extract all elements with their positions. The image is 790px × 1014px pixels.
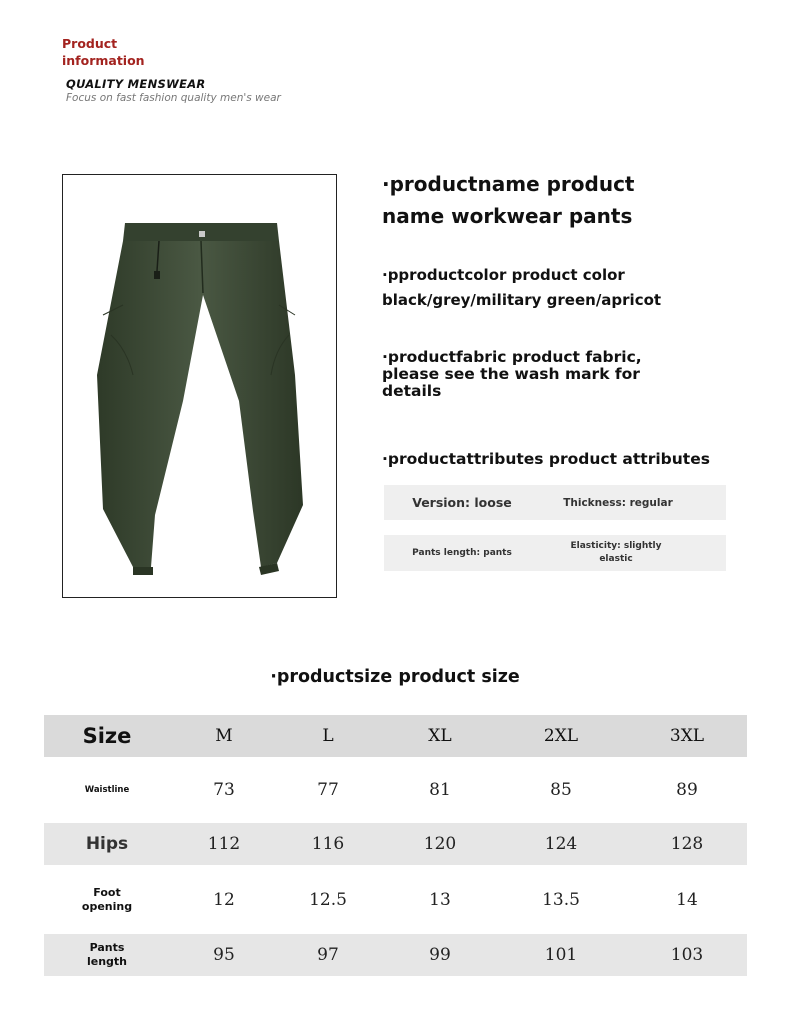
row-label-foot-opening: Foot opening bbox=[81, 885, 133, 913]
brand-subtitle: Focus on fast fashion quality men's wear bbox=[66, 92, 281, 104]
table-row bbox=[44, 757, 747, 823]
product-color: ·pproductcolor product color black/grey/military green/apricot bbox=[382, 266, 662, 309]
product-photo bbox=[62, 174, 337, 598]
attribute-elasticity: Elasticity: slightly elastic bbox=[570, 541, 662, 564]
brand-tagline: QUALITY MENSWEAR bbox=[66, 77, 206, 91]
table-cell: 89 bbox=[676, 780, 698, 800]
table-cell: 112 bbox=[207, 834, 241, 854]
size-column-header: 3XL bbox=[669, 726, 705, 746]
table-cell: 116 bbox=[311, 834, 345, 854]
attribute-row bbox=[384, 535, 726, 571]
attribute-row bbox=[384, 485, 726, 520]
table-cell: 124 bbox=[544, 834, 578, 854]
size-header-row bbox=[44, 715, 747, 757]
row-label-waistline: Waistline bbox=[84, 785, 130, 795]
size-column-header: L bbox=[322, 726, 334, 746]
size-column-header: M bbox=[215, 726, 233, 746]
table-cell: 101 bbox=[544, 945, 578, 965]
table-cell: 103 bbox=[670, 945, 704, 965]
table-cell: 128 bbox=[670, 834, 704, 854]
table-cell: 99 bbox=[429, 945, 451, 965]
size-column-header: 2XL bbox=[543, 726, 579, 746]
table-cell: 14 bbox=[676, 889, 698, 910]
table-cell: 120 bbox=[423, 834, 457, 854]
product-attributes-title: ·productattributes product attributes bbox=[382, 450, 710, 468]
attribute-version: Version: loose bbox=[412, 495, 512, 510]
table-cell: 85 bbox=[550, 780, 572, 800]
table-row bbox=[44, 865, 747, 934]
section-title: Product information bbox=[62, 36, 145, 68]
table-row bbox=[44, 934, 747, 976]
table-cell: 77 bbox=[317, 780, 339, 800]
table-cell: 13 bbox=[429, 889, 451, 910]
attribute-thickness: Thickness: regular bbox=[563, 496, 673, 509]
table-cell: 13.5 bbox=[542, 889, 580, 910]
table-cell: 95 bbox=[213, 945, 235, 965]
product-name: ·productname product name workwear pants bbox=[382, 172, 635, 228]
table-cell: 73 bbox=[213, 780, 235, 800]
table-row bbox=[44, 823, 747, 865]
table-cell: 81 bbox=[429, 780, 451, 800]
table-cell: 12.5 bbox=[309, 889, 347, 910]
table-cell: 97 bbox=[317, 945, 339, 965]
table-cell: 12 bbox=[213, 889, 235, 910]
size-table bbox=[44, 715, 747, 976]
pants-image bbox=[63, 175, 336, 597]
size-header-label: Size bbox=[82, 724, 132, 748]
row-label-hips: Hips bbox=[85, 834, 129, 854]
size-column-header: XL bbox=[428, 726, 452, 746]
attribute-pants-length: Pants length: pants bbox=[412, 548, 512, 558]
row-label-pants-length: Pants length bbox=[86, 941, 128, 968]
product-fabric: ·productfabric product fabric, please see the wash mark for details bbox=[382, 348, 642, 400]
size-section-title: ·productsize product size bbox=[270, 667, 520, 687]
